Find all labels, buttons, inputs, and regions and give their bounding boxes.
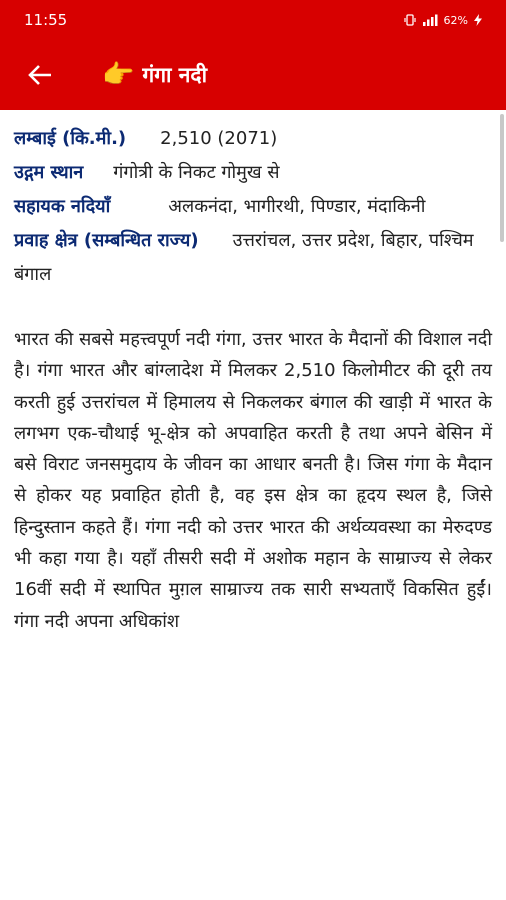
article-content[interactable] — [0, 110, 506, 900]
pointing-hand-icon: 👉 — [102, 60, 135, 90]
app-bar — [0, 40, 506, 110]
page-title: गंगा नदी — [142, 63, 208, 87]
info-row-length — [14, 122, 496, 156]
arrow-left-icon — [27, 64, 53, 86]
info-row-tributaries — [14, 190, 496, 224]
status-icons — [404, 14, 482, 27]
description-paragraph: भारत की सबसे महत्त्वपूर्ण नदी गंगा, उत्तर भारत के मैदानों की विशाल नदी है। गंगा भारत और बांग्लादेश में मिलकर 2,510 किलोमीटर की दूरी तय करती हुई उत्तरांचल में हिमालय से निकलकर बंगाल की खाड़ी में भारत के लगभग एक-चौथाई भू-क्षेत्र को अपवाहित करती है तथा अपने बेसिन में बसे विराट जनसमुदाय के जीवन का आधार बनती है। जिस गंगा के मैदान से होकर यह प्रवाहित होती है, वह इस क्षेत्र का हृदय स्थल है, जिसे हिन्दुस्तान कहते हैं। गंगा नदी को उत्तर भारत की अर्थव्यवस्था का मेरुदण्ड भी कहा गया है। यहाँ तीसरी सदी में अशोक महान के साम्राज्य से लेकर 16वीं सदी में स्थापित मुग़ल साम्राज्य तक सारी सभ्यताएँ विकसित हुईं। गंगा नदी अपना अधिकांश — [14, 329, 492, 632]
status-bar — [0, 0, 506, 40]
info-row-source — [14, 156, 496, 190]
basin-value: उत्तरांचल, उत्तर प्रदेश, बिहार, पश्चिम बंगाल — [14, 230, 474, 285]
back-button[interactable] — [12, 47, 68, 103]
length-label: लम्बाई (कि.मी.) — [14, 128, 127, 149]
scrollbar[interactable] — [500, 114, 504, 242]
source-label: उद्गम स्थान — [14, 162, 84, 183]
charging-icon — [474, 14, 482, 26]
signal-icon — [422, 14, 438, 26]
source-value: गंगोत्री के निकट गोमुख से — [113, 162, 280, 183]
title-wrap — [102, 61, 207, 89]
vibrate-icon — [404, 14, 416, 26]
status-time: 11:55 — [24, 11, 68, 29]
tributaries-label: सहायक नदियाँ — [14, 196, 111, 217]
basin-label: प्रवाह क्षेत्र (सम्बन्धित राज्य) — [14, 230, 199, 251]
battery-percent: 62% — [443, 13, 468, 27]
river-info — [14, 122, 496, 292]
tributaries-value: अलकनंदा, भागीरथी, पिण्डार, मंदाकिनी — [168, 196, 426, 217]
info-row-basin — [14, 224, 496, 292]
length-value: 2,510 (2071) — [160, 128, 278, 149]
